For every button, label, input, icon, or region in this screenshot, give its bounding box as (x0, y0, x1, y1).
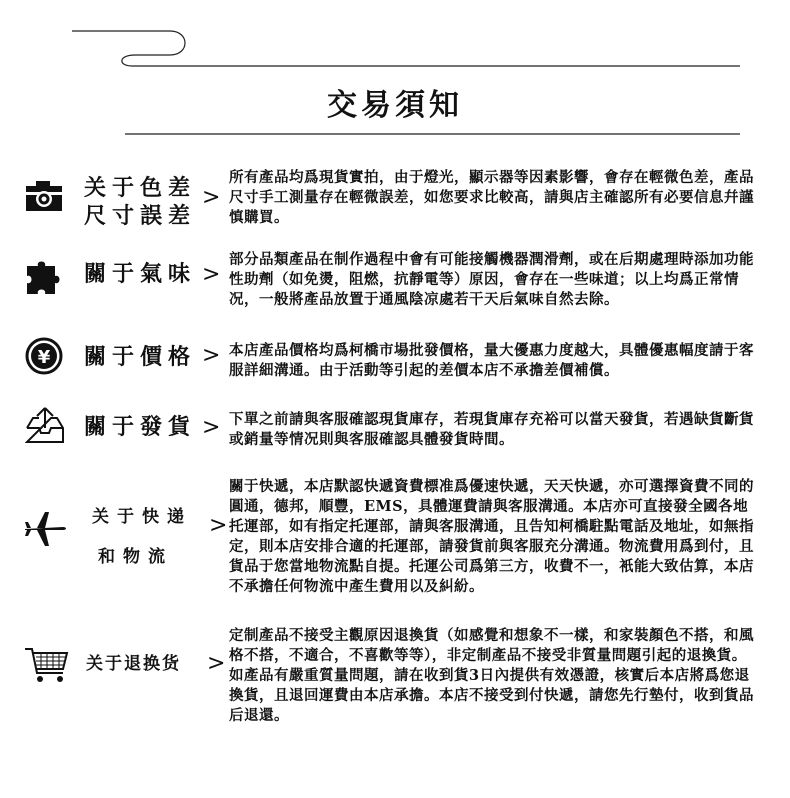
shopping-cart-icon (23, 645, 69, 685)
section-4-label: 關于發貨 (84, 414, 197, 440)
section-3-label: 關于價格 (84, 344, 197, 370)
section-4-text: 下單之前請與客服確認現貨庫存，若現貨庫存充裕可以當天發貨，若遇缺貨斷貨或銷量等情况則與客服確認具體發貨時間。 (229, 411, 754, 448)
section-6-label: 关于退换货 (86, 654, 181, 674)
chevron-right-icon: > (202, 415, 221, 440)
page-title: 交易須知 (327, 88, 463, 123)
chevron-right-icon: > (202, 262, 221, 287)
section-2-label: 關于氣味 (84, 261, 197, 287)
chevron-right-icon: > (207, 651, 226, 676)
upload-tray-icon (25, 406, 65, 444)
puzzle-icon (25, 258, 63, 296)
section-6-text: 定制產品不接受主觀原因退換貨（如感覺和想象不一樣，和家裝顏色不搭，和風格不搭，不適合，不喜歡等等），非定制產品不接受非質量問題引起的退換貨。如產品有嚴重質量問題，請在收到貨3日內提供有效憑證，核實后本店將爲您退換貨，且退回運費由本店承擔。本店不接受到付快遞，請您先行墊付，收到貨品后退還。 (229, 627, 754, 724)
section-1-label: 关于色差 尺寸誤差 (84, 175, 197, 229)
chevron-right-icon: > (202, 343, 221, 368)
chevron-right-icon: > (202, 185, 221, 210)
chevron-right-icon: > (209, 513, 228, 538)
airplane-icon (23, 508, 67, 548)
camera-icon (25, 178, 63, 214)
section-3-text: 本店產品價格均爲柯橋市場批發價格，量大優惠力度越大，具體優惠幅度請于客服詳細溝通。由于活動等引起的差價本店不承擔差價補償。 (229, 342, 754, 379)
svg-text:¥: ¥ (37, 347, 51, 368)
section-5-label: 关于快递 和物流 (92, 507, 192, 567)
section-2-text: 部分品類產品在制作過程中會有可能接觸機器潤滑劑，或在后期處理時添加功能性助劑（如免燙，阻燃，抗靜電等）原因，會存在一些味道；以上均爲正常情况，一般將產品放置于通風陰凉處若干天后氣味自然去除。 (229, 251, 754, 308)
yen-icon (25, 337, 63, 375)
section-5-text: 關于快遞，本店默認快遞資費標准爲優速快遞，天天快遞，亦可選擇資費不同的圓通，德邦，順豐，EMS，具體運費請與客服溝通。本店亦可直接發全國各地托運部，如有指定托運部，請與客服溝通，且告知柯橋駐點電話及地址，如無指定，則本店安排合適的托運部，請發貨前與客服充分溝通。物流費用爲到付，且貨品于您當地物流點自提。托運公司爲第三方，收費不一，衹能大致估算，本店不承擔任何物流中產生費用以及糾紛。 (229, 478, 754, 595)
section-1-text: 所有產品均爲現貨實拍，由于燈光，顯示器等因素影響，會存在輕微色差，產品尺寸手工測量存在輕微誤差，如您要求比較高，請與店主確認所有必要信息幷謹慎購買。 (229, 169, 754, 226)
